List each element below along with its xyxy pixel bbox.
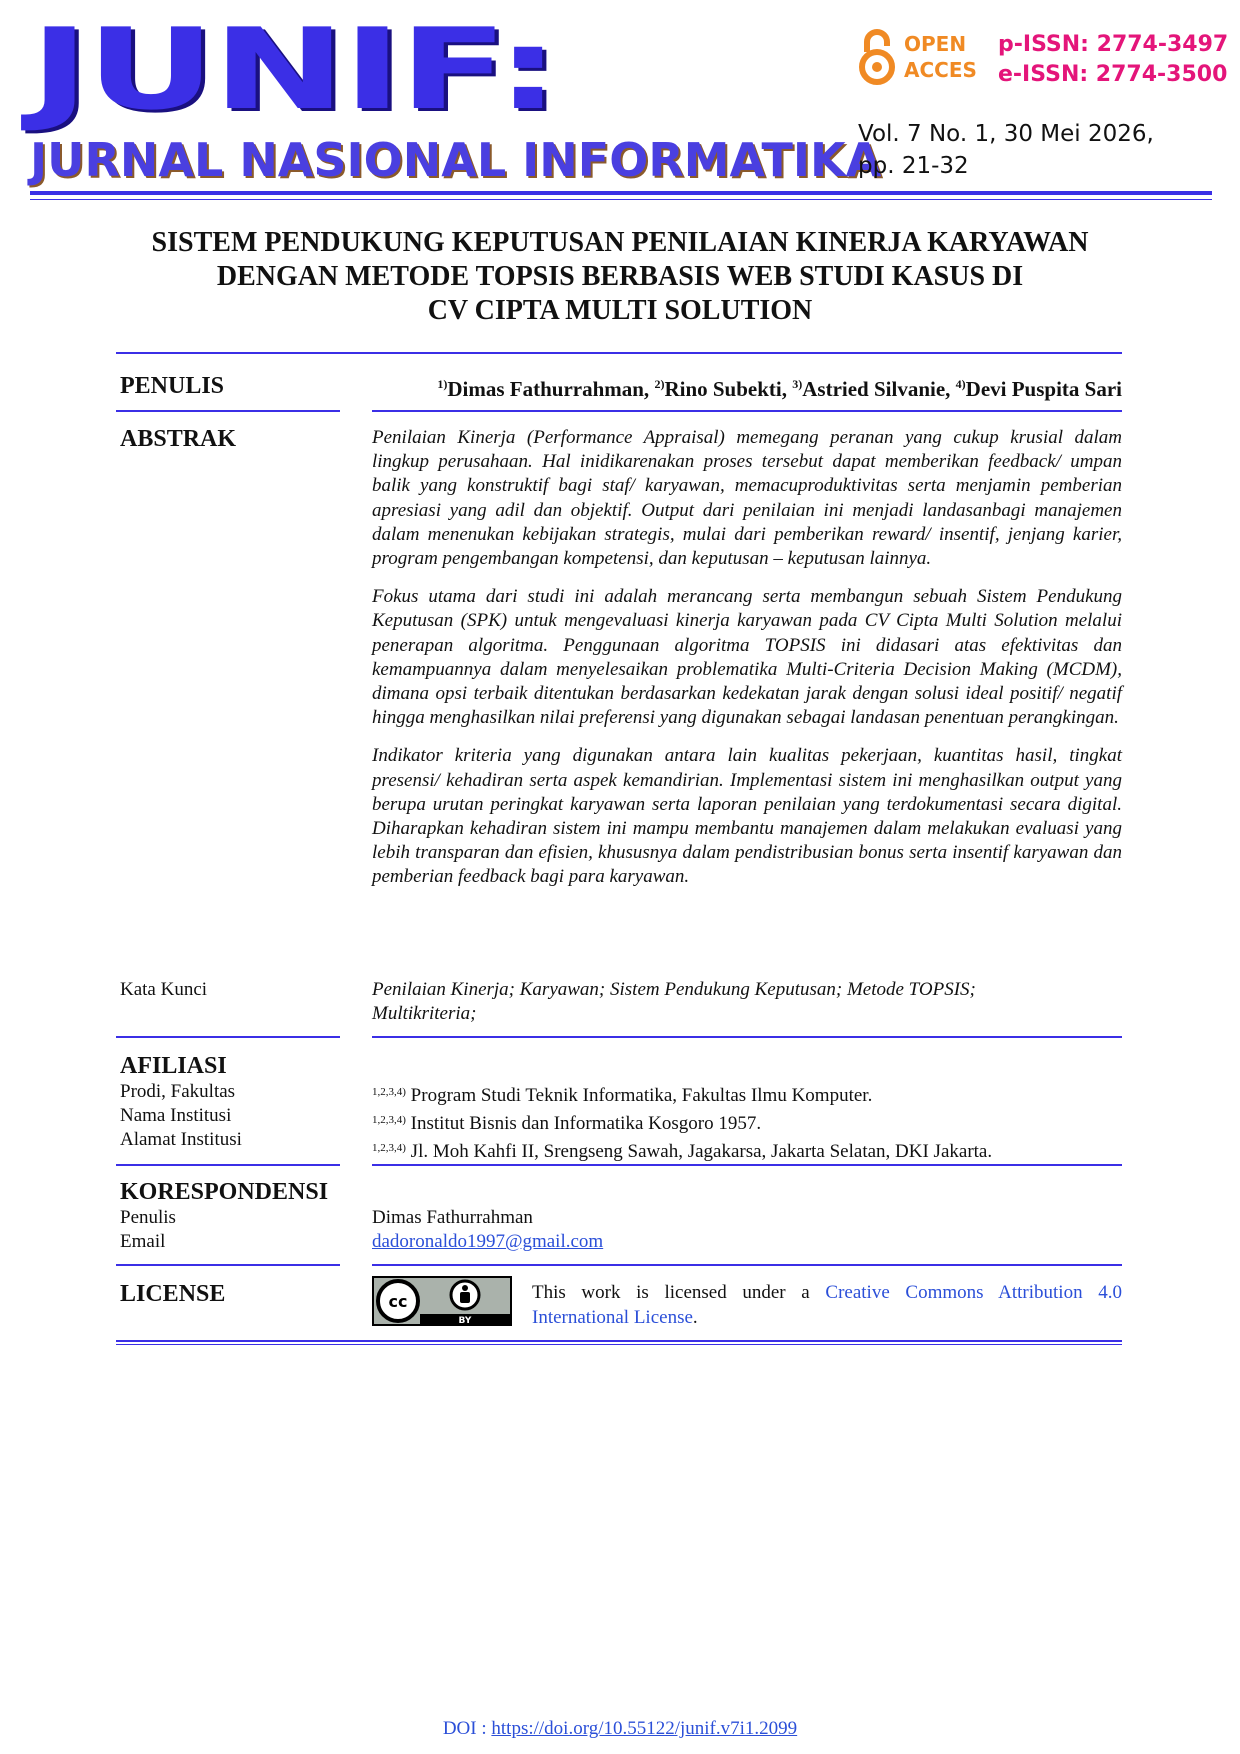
section-rule [116,1264,340,1266]
license-text [532,1280,1122,1330]
section-rule [372,1164,1122,1166]
afiliasi-row-label: Alamat Institusi [120,1129,242,1150]
license-label: LICENSE [120,1281,226,1307]
keywords-label: Kata Kunci [120,979,208,1000]
license-text-post: . [692,1307,698,1328]
open-access-lock-icon [858,28,896,86]
afiliasi-row [372,1108,1122,1136]
volume-info [858,118,1154,182]
afiliasi-values [372,1080,1122,1164]
author-sup: 1) [437,377,448,391]
afiliasi-row [372,1080,1122,1108]
afiliasi-label: AFILIASI [120,1053,227,1079]
section-rule [116,1164,340,1166]
keywords-line: Multikriteria; [372,1003,477,1024]
afiliasi-row-label: Prodi, Fakultas [120,1081,236,1102]
abstract-paragraph: Indikator kriteria yang digunakan antara lain kualitas pekerjaan, kuantitas hasil, tingkat presensi/ kehadiran serta aspek kemandirian. Implementasi sistem ini menghasilkan output yang berupa urutan peringkat karyawan serta laporan penilaian yang terdokumentasi secara digital. Diharapkan kehadiran sistem ini mampu membantu manajemen dalam melakukan evaluasi yang lebih transparan dan efisien, khususnya dalam pendistribusian bonus serta insentif karyawan dan pemberian feedback bagi para karyawan. [372,745,1122,888]
pages-line: pp. 21-32 [858,153,969,179]
afiliasi-labels [120,1052,340,1152]
penulis-label: PENULIS [120,373,225,399]
keywords-line: Penilaian Kinerja; Karyawan; Sistem Pendukung Keputusan; Metode TOPSIS; [372,979,976,1000]
doi-footer [0,1718,1240,1740]
footer-rule-thin [116,1344,1122,1345]
korespondensi-labels [120,1178,340,1254]
korespondensi-values [372,1206,1122,1254]
afiliasi-row-label: Nama Institusi [120,1105,232,1126]
license-link[interactable]: Creative Commons Attribution 4.0 International License [532,1282,1122,1328]
afiliasi-value: Program Studi Teknik Informatika, Fakultas Ilmu Komputer. [410,1085,873,1106]
abstract-body [372,426,1122,904]
open-access-badge [858,28,977,86]
afiliasi-row [372,1136,1122,1164]
doi-label: DOI : [442,1718,492,1739]
author-sup: 4) [955,377,966,391]
korespondensi-author: Dimas Fathurrahman [372,1207,533,1228]
section-rule [372,1036,1122,1038]
open-access-line2: ACCES [904,58,977,82]
author-name: Rino Subekti, [664,377,787,401]
author-sup: 2) [654,377,665,391]
section-rule [372,1264,1122,1266]
cc-by-badge-icon[interactable] [372,1276,512,1326]
author-name: Astried Silvanie, [802,377,951,401]
title-line: CV CIPTA MULTI SOLUTION [427,295,813,326]
doi-link[interactable]: https://doi.org/10.55122/junif.v7i1.2099 [491,1718,798,1739]
license-text-pre: This work is licensed under a [532,1282,826,1303]
korespondensi-email-label: Email [120,1231,166,1252]
journal-logo-short: JUNIF: [30,5,558,135]
footer-rule-thick [116,1340,1122,1342]
header-rule-thin [30,199,1212,200]
title-line: SISTEM PENDUKUNG KEPUTUSAN PENILAIAN KINERJA KARYAWAN [151,227,1089,258]
p-issn: p-ISSN: 2774-3497 [998,32,1229,57]
keywords [372,978,1122,1026]
author-name: Dimas Fathurrahman, [447,377,650,401]
author-sup: 3) [792,377,803,391]
volume-line: Vol. 7 No. 1, 30 Mei 2026, [858,121,1154,147]
cc-badge-left-text: cc [388,1292,408,1311]
abstract-paragraph: Fokus utama dari studi ini adalah merancang serta membangun sebuah Sistem Pendukung Keputusan (SPK) untuk mengevaluasi kinerja karyawan pada CV Cipta Multi Solution melalui penerapan algoritma. Penggunaan algoritma TOPSIS ini didasari atas efektivitas dan kemampuannya dalam menyelesaikan problematika Multi-Criteria Decision Making (MCDM), dimana opsi terbaik ditentukan berdasarkan kedekatan jarak dengan solusi ideal positif/ negatif hingga menghasilkan nilai preferensi yang digunakan sebagai landasan penentuan perangkingan. [372,586,1122,729]
section-rule [116,1036,340,1038]
author-list [372,370,1122,403]
cc-badge-right-text: BY [458,1316,472,1326]
korespondensi-label: KORESPONDENSI [120,1179,329,1205]
author-name: Devi Puspita Sari [965,377,1122,401]
afiliasi-sup: 1,2,3,4) [372,1142,406,1154]
journal-logo-full: JURNAL NASIONAL INFORMATIKA [30,133,882,187]
section-rule [116,410,340,412]
section-rule [372,410,1122,412]
email-link[interactable]: dadoronaldo1997@gmail.com [372,1231,604,1252]
title-rule [116,352,1122,354]
afiliasi-sup: 1,2,3,4) [372,1114,406,1126]
abstrak-label: ABSTRAK [120,426,237,452]
header-rule-thick [30,191,1212,195]
e-issn: e-ISSN: 2774-3500 [998,62,1228,87]
afiliasi-value: Jl. Moh Kahfi II, Srengseng Sawah, Jagakarsa, Jakarta Selatan, DKI Jakarta. [410,1141,993,1162]
paper-title [100,226,1140,328]
title-line: DENGAN METODE TOPSIS BERBASIS WEB STUDI KASUS DI [216,261,1024,292]
afiliasi-sup: 1,2,3,4) [372,1086,406,1098]
open-access-line1: OPEN [904,32,967,56]
abstract-paragraph: Penilaian Kinerja (Performance Appraisal) memegang peranan yang cukup krusial dalam lingkup perusahaan. Hal inidikarenakan proses tersebut dapat memberikan feedback/ umpan balik yang konstruktif bagi staf/ karyawan, memacuproduktivitas serta menjamin pemberian apresiasi yang adil dan objektif. Output dari penilaian ini menjadi landasanbagi manajemen dalam menenukan kebijakan strategis, mulai dari pemberikan reward/ insentif, jenjang karier, program pengembangan kompetensi, dan keputusan – keputusan lainnya. [372,427,1122,570]
korespondensi-penulis-label: Penulis [120,1207,176,1228]
afiliasi-value: Institut Bisnis dan Informatika Kosgoro 1957. [410,1113,762,1134]
issn-block [998,30,1228,90]
